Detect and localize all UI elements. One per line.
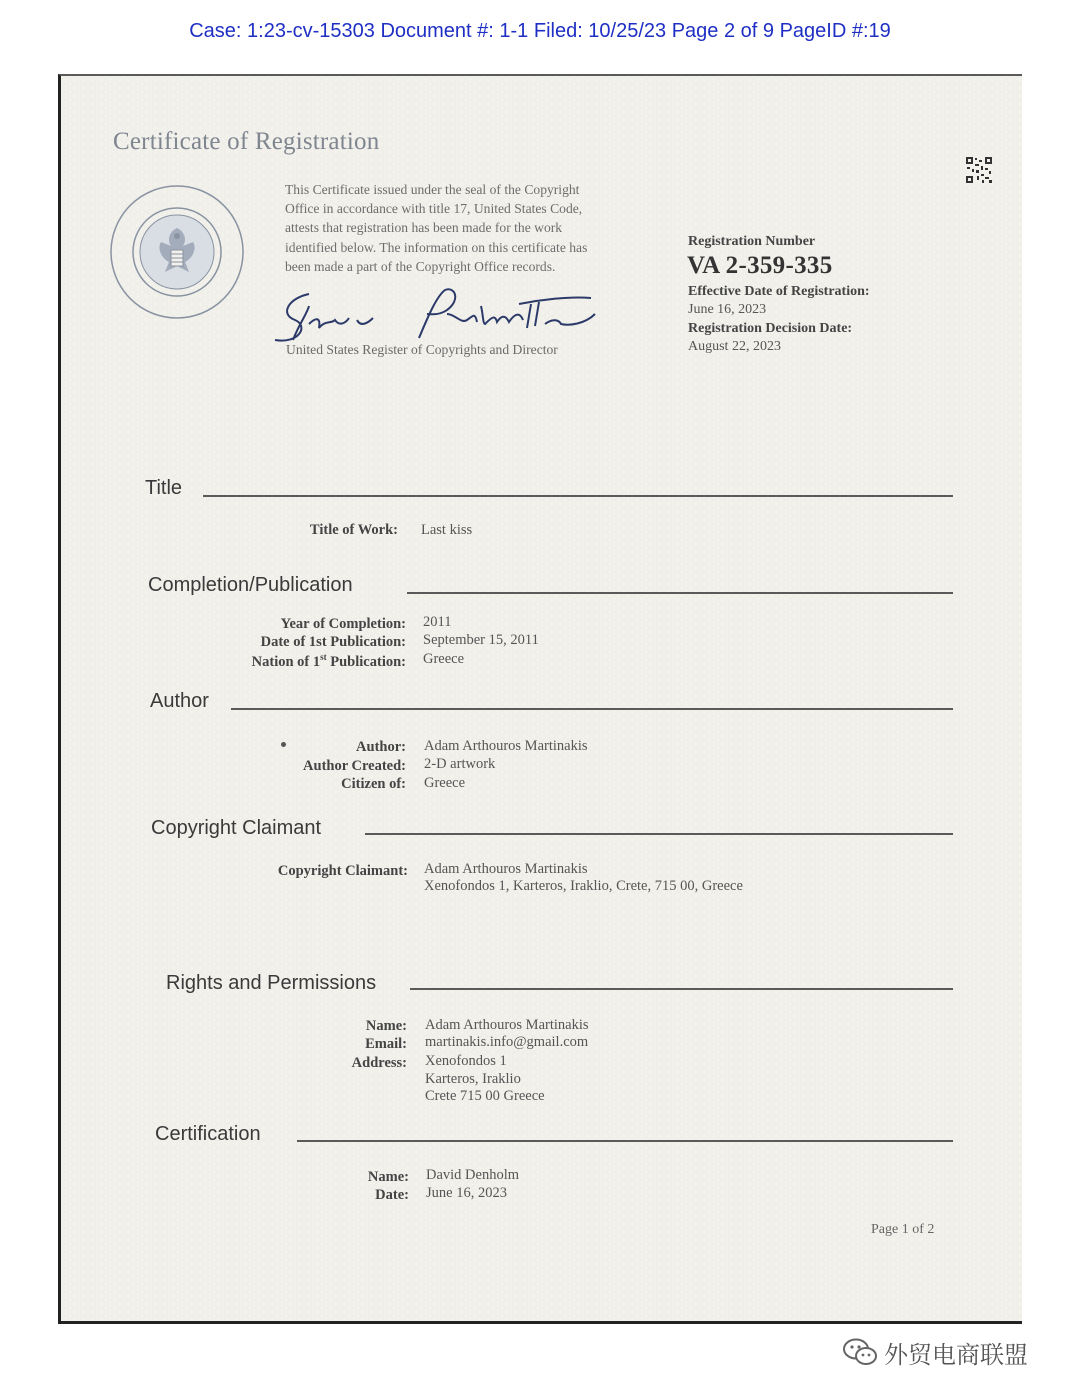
section-certification-heading: Certification [155, 1123, 261, 1145]
author-bullet [281, 742, 286, 747]
author-label: Author: [356, 739, 406, 755]
section-divider [407, 592, 953, 594]
section-completion-heading: Completion/Publication [148, 574, 353, 596]
certification-date: June 16, 2023 [426, 1185, 507, 1201]
copyright-claimant-address: Xenofondos 1, Karteros, Iraklio, Crete, 715 00, Greece [424, 878, 743, 894]
title-of-work-label: Title of Work: [309, 522, 398, 538]
certification-name: David Denholm [426, 1167, 520, 1183]
title-of-work: Last kiss [421, 522, 473, 538]
rights-name: Adam Arthouros Martinakis [425, 1017, 589, 1033]
rights-address-line: Crete 715 00 Greece [425, 1088, 545, 1104]
page-indicator: Page 1 of 2 [871, 1222, 935, 1237]
nation-of-publication-label: Nation of 1st Publication: [251, 652, 406, 670]
decision-date-label: Registration Decision Date: [688, 321, 853, 336]
registration-number-label: Registration Number [688, 234, 816, 249]
section-divider [203, 495, 953, 497]
author-created-label: Author Created: [303, 758, 406, 774]
section-divider [365, 833, 953, 835]
copyright-claimant-label: Copyright Claimant: [277, 863, 408, 879]
qr-code-icon [965, 156, 993, 184]
section-claimant-heading: Copyright Claimant [151, 817, 322, 839]
case-header: Case: 1:23-cv-15303 Document #: 1-1 Filed: 10/25/23 Page 2 of 9 PageID #:19 [189, 20, 891, 42]
effective-date: June 16, 2023 [688, 302, 767, 317]
section-divider [297, 1140, 953, 1142]
intro-line: Office in accordance with title 17, United States Code, [285, 201, 583, 217]
section-author-heading: Author [150, 690, 209, 712]
section-divider [231, 708, 953, 710]
rights-email: martinakis.info@gmail.com [425, 1034, 589, 1050]
registration-number: VA 2-359-335 [687, 252, 833, 279]
wechat-watermark [842, 1334, 1052, 1370]
watermark-text: 外贸电商联盟 [884, 1340, 1028, 1369]
first-publication-date: September 15, 2011 [423, 632, 539, 648]
decision-date: August 22, 2023 [688, 339, 781, 354]
intro-line: been made a part of the Copyright Office records. [285, 258, 556, 274]
certificate-intro [285, 180, 645, 276]
copyright-office-seal-icon [109, 184, 245, 320]
copyright-claimant-name: Adam Arthouros Martinakis [424, 861, 588, 877]
rights-address-label: Address: [351, 1055, 407, 1071]
intro-line: identified below. The information on this certificate has [285, 239, 588, 255]
certificate-heading: Certificate of Registration [113, 128, 380, 155]
effective-date-label: Effective Date of Registration: [688, 284, 870, 299]
year-of-completion-label: Year of Completion: [280, 616, 406, 632]
rights-address-line: Karteros, Iraklio [425, 1071, 521, 1087]
intro-line: This Certificate issued under the seal of the Copyright [285, 182, 580, 197]
wechat-icon [842, 1337, 878, 1367]
certification-name-label: Name: [367, 1169, 409, 1185]
author-name: Adam Arthouros Martinakis [424, 738, 588, 754]
citizen-of: Greece [424, 775, 466, 791]
rights-email-label: Email: [365, 1036, 407, 1052]
certificate-page [58, 74, 1022, 1324]
intro-line: attests that registration has been made for the work [285, 220, 563, 236]
rights-address-line: Xenofondos 1 [425, 1053, 507, 1069]
section-title-heading: Title [145, 477, 183, 499]
first-publication-date-label: Date of 1st Publication: [260, 634, 406, 650]
register-caption: United States Register of Copyrights and Director [286, 342, 558, 357]
certification-date-label: Date: [375, 1187, 409, 1203]
author-created: 2-D artwork [424, 756, 496, 772]
section-rights-heading: Rights and Permissions [166, 972, 377, 994]
citizen-of-label: Citizen of: [341, 776, 406, 792]
section-divider [410, 988, 953, 990]
year-of-completion: 2011 [423, 614, 452, 630]
register-signature-icon [269, 284, 599, 350]
rights-name-label: Name: [365, 1018, 407, 1034]
nation-of-publication: Greece [423, 651, 465, 667]
